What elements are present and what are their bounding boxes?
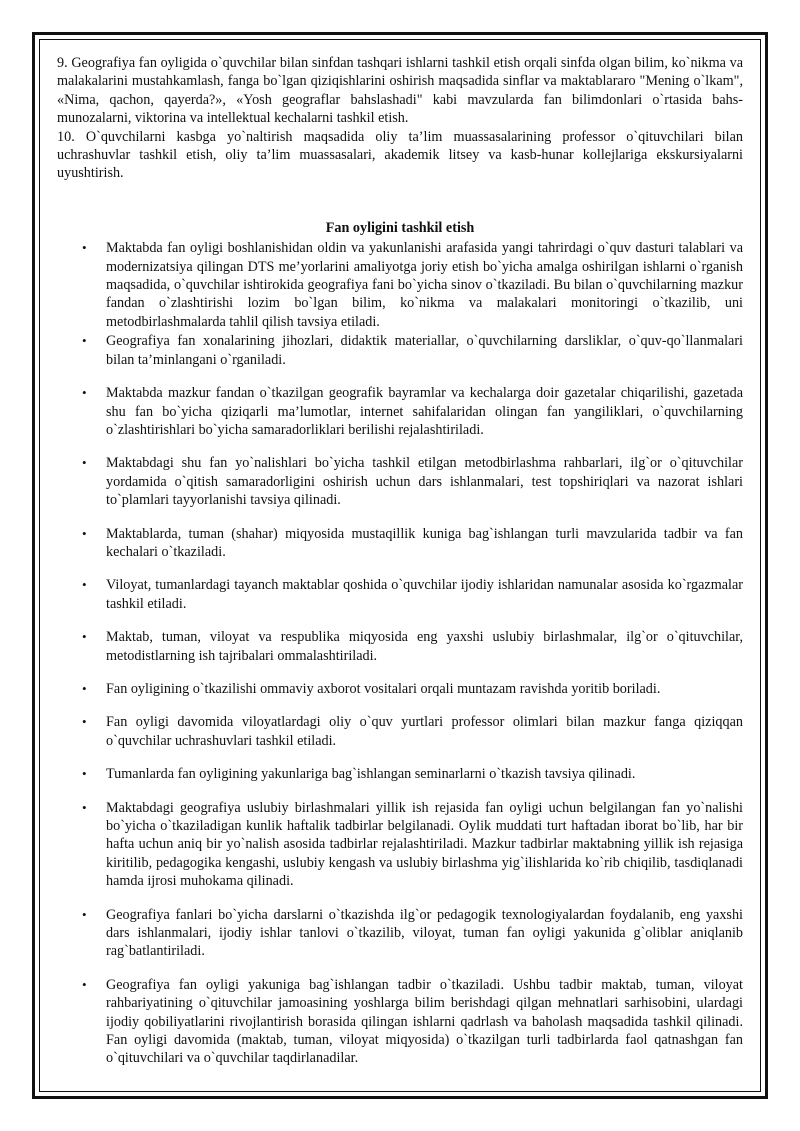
bullet-icon: • bbox=[82, 799, 87, 815]
list-item-text: Maktabdagi geografiya uslubiy birlashmalari yillik ish rejasida fan oyligi uchun belgilangan fan yo`nalishi bo`yicha o`tkaziladigan kunlik haftalik tadbirlar belgilanadi. Oylik muddati turt haftadan iborat bo`lib, har bir hafta uchun aniq bir yo`nalish asosida tadbirlar rejalashtiriladi. Mazkur tadbirlar maktabning yillik ish rejasiga kiritilib, pedagogika kengashi, uslubiy kengash va uslubiy birlashma yig`ilishlarida ko`rib chiqilib, tasdiqlanadi hamda ijrosi muhokama qilinadi. bbox=[106, 799, 743, 890]
list-item-text: Geografiya fan xonalarining jihozlari, didaktik materiallar, o`quvchilarning darsliklar, o`quv-qo`llanmalari bilan ta’minlangani o`rganiladi. bbox=[106, 333, 743, 368]
list-item-text: Maktablarda, tuman (shahar) miqyosida mustaqillik kuniga bag`ishlangan turli mavzularida tadbir va fan kechalari o`tkaziladi. bbox=[106, 525, 743, 560]
bullet-icon: • bbox=[82, 455, 87, 471]
bullet-icon: • bbox=[82, 976, 87, 992]
document-body bbox=[57, 54, 743, 1083]
list-item bbox=[57, 976, 743, 1068]
paragraph-10: 10. O`quvchilarni kasbga yo`naltirish maqsadida oliy ta’lim muassasalarining professor o`qituvchilari bilan uchrashuvlar tashkil etish, oliy ta’lim muassasalari, akademik litsey va kasb-hunar kollejlariga ekskursiyalarni uyushtirish. bbox=[57, 128, 743, 182]
list-item-text: Viloyat, tumanlardagi tayanch maktablar qoshida o`quvchilar ijodiy ishlaridan namunalar asosida ko`rgazmalar tashkil etiladi. bbox=[106, 577, 743, 612]
list-item-text: Maktabda fan oyligi boshlanishidan oldin va yakunlanishi arafasida yangi tahrirdagi o`quv dasturi talablari va modernizatsiya qilingan DTS me’yorlarini amaliyotga joriy etish bo`yicha amalga oshirilgan ishlarni o`rganish maqsadida, o`quvchilar ishtirokida geografiya fani bo`yicha sinov o`tkaziladi. Bu bilan o`quvchilarning mazkur fandan o`zlashtirishi lozim bo`lgan bilim, ko`nikma va malakalari monitoringi o`tkazilib, uni metodbirlashmalarda tahlil qilish tavsiya etiladi. bbox=[106, 240, 743, 330]
list-item bbox=[57, 628, 743, 665]
list-item-text: Fan oyligi davomida viloyatlardagi oliy o`quv yurtlari professor olimlari bilan mazkur fanga qiziqqan o`quvchilar uchrashuvlari tashkil etiladi. bbox=[106, 714, 743, 749]
paragraph-9: 9. Geografiya fan oyligida o`quvchilar bilan sinfdan tashqari ishlarni tashkil etish orqali sinfda olgan bilim, ko`nikma va malakalarini mustahkamlash, fanga bo`lgan qiziqishlarini oshirish maqsadida sinflar va maktablararo "Mening o`lkam", «Nima, qachon, qayerda?», «Yosh geograflar bahslashadi" kabi mavzularda fan bilimdonlari o`rtasida bahs-munozalarni, viktorina va intellektual kechalarni tashkil etish. bbox=[57, 55, 743, 127]
list-item bbox=[57, 576, 743, 613]
bullet-icon: • bbox=[82, 629, 87, 645]
list-item bbox=[57, 713, 743, 750]
list-item bbox=[57, 680, 743, 698]
bullet-list bbox=[57, 239, 743, 1068]
list-item-text: Tumanlarda fan oyligining yakunlariga bag`ishlangan seminarlarni o`tkazish tavsiya qilinadi. bbox=[106, 766, 636, 783]
bullet-icon: • bbox=[82, 680, 87, 696]
list-item-text: Fan oyligining o`tkazilishi ommaviy axborot vositalari orqali muntazam ravishda yoritib boriladi. bbox=[106, 680, 661, 697]
bullet-icon: • bbox=[82, 906, 87, 922]
list-item-text: Maktab, tuman, viloyat va respublika miqyosida eng yaxshi uslubiy birlashmalar, ilg`or o`qituvchilar, metodistlarning ish tajribalari ommalashtiriladi. bbox=[106, 629, 743, 664]
list-item-text: Geografiya fan oyligi yakuniga bag`ishlangan tadbir o`tkaziladi. Ushbu tadbir maktab, tuman, viloyat rahbariyatining o`qituvchilar jamoasining yoshlarga bilim berishdagi qilgan mehnatlari sarhisobini, ulardagi ijodiy qobiliyatlarini rivojlantirish borasida qilingan ishlarni qadrlash va baholash maqsadida tashkil qilinadi. Fan oyligi davomida (maktab, tuman, viloyat miqyosida) o`tkazilgan turli tadbirlarda faol qatnashgan fan o`qituvchilari va o`quvchilar taqdirlanadilar. bbox=[106, 976, 743, 1067]
list-item bbox=[57, 799, 743, 891]
bullet-icon: • bbox=[82, 577, 87, 593]
list-item-text: Maktabdagi shu fan yo`nalishlari bo`yicha tashkil etilgan metodbirlashma rahbarlari, ilg`or o`qituvchilar yordamida o`qitish samaradorligini oshirish uchun dars ishlanmalari, test topshiriqlari va nazorat ishlari to`plamlari tayyorlanishi tavsiya qilinadi. bbox=[106, 455, 743, 509]
bullet-icon: • bbox=[82, 714, 87, 730]
bullet-icon: • bbox=[82, 333, 87, 349]
list-item bbox=[57, 906, 743, 961]
list-item bbox=[57, 454, 743, 509]
list-item bbox=[57, 332, 743, 369]
bullet-icon: • bbox=[82, 240, 87, 256]
list-item-text: Geografiya fanlari bo`yicha darslarni o`tkazishda ilg`or pedagogik texnologiyalardan foydalanib, eng yaxshi dars ishlanmalari, ijodiy ishlar tanlovi o`tkazilib, viloyat, tuman fan oyligi yakunida g`oliblar aniqlanib rag`batlantiriladi. bbox=[106, 906, 743, 960]
list-item bbox=[57, 525, 743, 562]
list-item bbox=[57, 765, 743, 783]
list-item bbox=[57, 384, 743, 439]
list-item bbox=[57, 239, 743, 331]
bullet-icon: • bbox=[82, 385, 87, 401]
list-item-text: Maktabda mazkur fandan o`tkazilgan geografik bayramlar va kechalarga doir gazetalar chiqarilishi, gazetada shu fan bo`yicha qiziqarli ma’lumotlar, internet sahifalaridan olingan fan yangiliklari, o`quvchilarning o`zlashtirishlari bo`yicha samaradorliklari berilishi rejalashtiriladi. bbox=[106, 385, 743, 438]
bullet-icon: • bbox=[82, 525, 87, 541]
bullet-icon: • bbox=[82, 766, 87, 782]
section-title: Fan oyligini tashkil etish bbox=[325, 219, 475, 236]
